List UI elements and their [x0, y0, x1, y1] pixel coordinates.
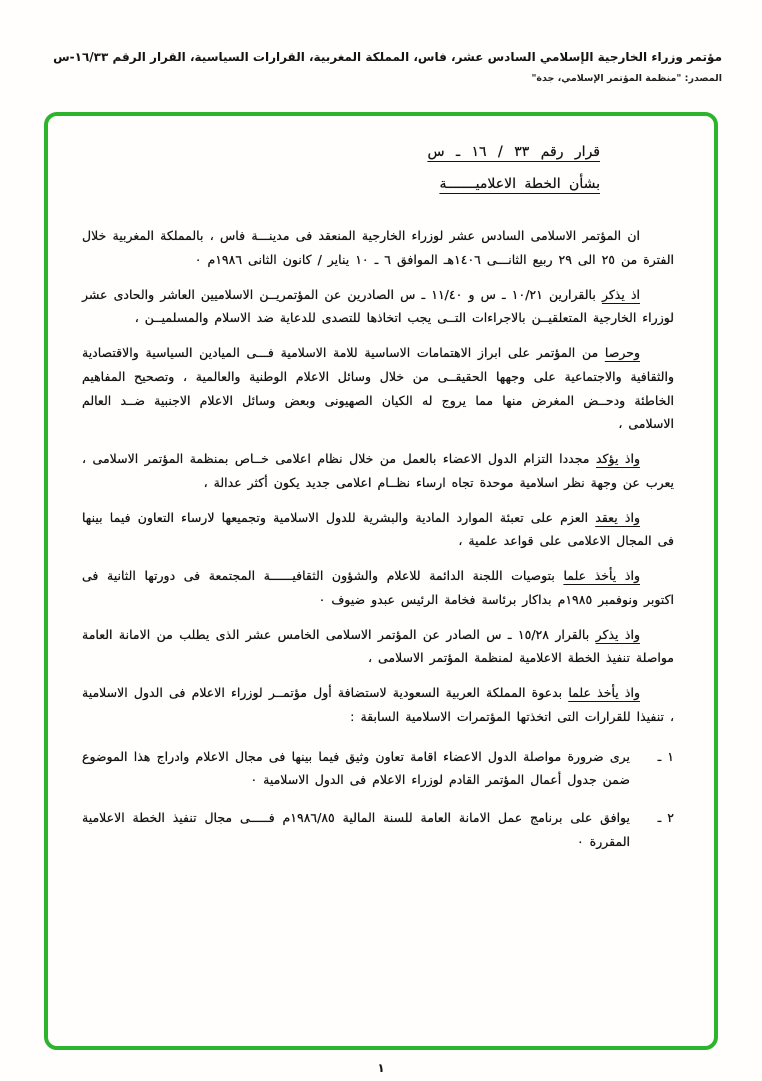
paragraph-lead: اذ يذكر [601, 286, 640, 302]
recital-paragraph [82, 564, 674, 612]
item-text: يرى ضرورة مواصلة الدول الاعضاء اقامة تعاون وثيق فيما بينها فى مجال الاعلام وادراج هذا الموضوع ضمن جدول أعمال المؤتمر القادم لوزراء الاعلام فى الدول الاسلامية ٠ [82, 748, 630, 788]
operative-items-list [82, 745, 674, 854]
preamble-paragraph [82, 224, 674, 272]
paragraph-lead: واذ يأخذ علما [563, 568, 640, 583]
resolution-subject: بشأن الخطة الاعلاميـــــــة [439, 176, 600, 192]
recital-paragraph [82, 506, 674, 554]
recital-paragraph [82, 447, 674, 495]
recital-paragraph [82, 681, 674, 729]
paragraph-lead: وحرصا [604, 345, 640, 360]
item-text: يوافق على برنامج عمل الامانة العامة للسنة المالية ١٩٨٦/٨٥م فـــــى مجال تنفيذ الخطة الاعلامية المقررة ٠ [82, 810, 630, 849]
paragraph-text: بالقرار ١٥/٢٨ ـ س الصادر عن المؤتمر الاسلامى الخامس عشر الذى يطلب من الامانة العامة مواصلة تنفيذ الخطة الاعلامية لمنظمة المؤتمر الاسلامى ، [82, 626, 674, 666]
paragraph-text: بالقرارين ١٠/٢١ ـ س و ١١/٤٠ ـ س الصادرين عن المؤتمريــن الاسلاميين العاشر والحادى عشر لوزراء الخارجية المتعلقيــن بالاجراءات التــى يجب اتخاذها للتصدى للدعاية ضد الاسلام والمسلميــن ، [82, 286, 674, 326]
document-header-title: مؤتمر وزراء الخارجية الإسلامي السادس عشر، فاس، المملكة المغربية، القرارات السياسية، القرار الرقم ١٦/٣٣-س [53, 50, 722, 64]
paragraph-lead: واذ يأخذ علما [568, 685, 640, 700]
paragraph-text: بدعوة المملكة العربية السعودية لاستضافة أول مؤتمــر لوزراء الاعلام فى الدول الاسلامية ، تنفيذا للقرارات التى اتخذتها المؤتمرات الاسلامية السابقة : [82, 685, 674, 724]
paragraph-lead: واذ يؤكد [595, 451, 640, 466]
paragraph-lead: واذ يعقد [595, 509, 640, 525]
item-number: ٢ ـ [657, 810, 674, 825]
paragraph-text: مجددا التزام الدول الاعضاء بالعمل من خلال نظام اعلامى خــاص بمنظمة المؤتمر الاسلامى ، يعرب عن وجهة نظر اسلامية موحدة تجاه ارساء نظــام اعلامى جديد يكون أكثر عدالة ، [82, 451, 674, 490]
paragraph-text: العزم على تعبئة الموارد المادية والبشرية للدول الاسلامية وتجميعها لارساء التعاون فيما بينها فى المجال الاعلامى على قواعد علمية ، [82, 509, 674, 549]
document-source-line: المصدر: "منظمة المؤتمر الإسلامي، جدة" [531, 73, 722, 84]
paragraph-text: من المؤتمر على ابراز الاهتمامات الاساسية للامة الاسلامية فـــى الميادين السياسية والاقتصادية والثقافية والاجتماعية على وجهها الحقيقــى من خلال وسائل الاعلام الوطنية والعالمية ، وتصحيح المفاهيم الخاطئة ودحــض المغرض منها مما يروج له الكيان الصهيونى وبعض وسائل الاعلام الاجنبية ضــد العالم الاسلامى ، [82, 345, 674, 432]
list-item [82, 806, 674, 854]
recital-paragraph [82, 283, 674, 331]
paragraph-lead: واذ يذكر [595, 626, 640, 642]
item-number: ١ ـ [657, 748, 674, 764]
recital-paragraph [82, 341, 674, 436]
paragraph-text: بتوصيات اللجنة الدائمة للاعلام والشؤون الثقافيــــــة المجتمعة فى دورتها الثانية فى اكتوبر ونوفمبر ١٩٨٥م بداكار برئاسة فخامة الرئيس عبدو ضيوف ٠ [82, 568, 674, 607]
paragraph-text: ان المؤتمر الاسلامى السادس عشر لوزراء الخارجية المنعقد فى مدينـــة فاس ، بالمملكة المغربية خلال الفترة من ٢٥ الى ٢٩ ربيع الثانـــى ١٤٠٦هـ الموافق ٦ ـ ١٠ يناير / كانون الثانى ١٩٨٦م ٠ [82, 228, 674, 267]
recital-paragraph [82, 623, 674, 671]
green-border-frame [44, 112, 718, 1050]
resolution-number-title: قرار رقم ٣٣ / ١٦ ـ س [427, 144, 600, 160]
page-number: ١ [377, 1061, 385, 1075]
list-item [82, 745, 674, 793]
